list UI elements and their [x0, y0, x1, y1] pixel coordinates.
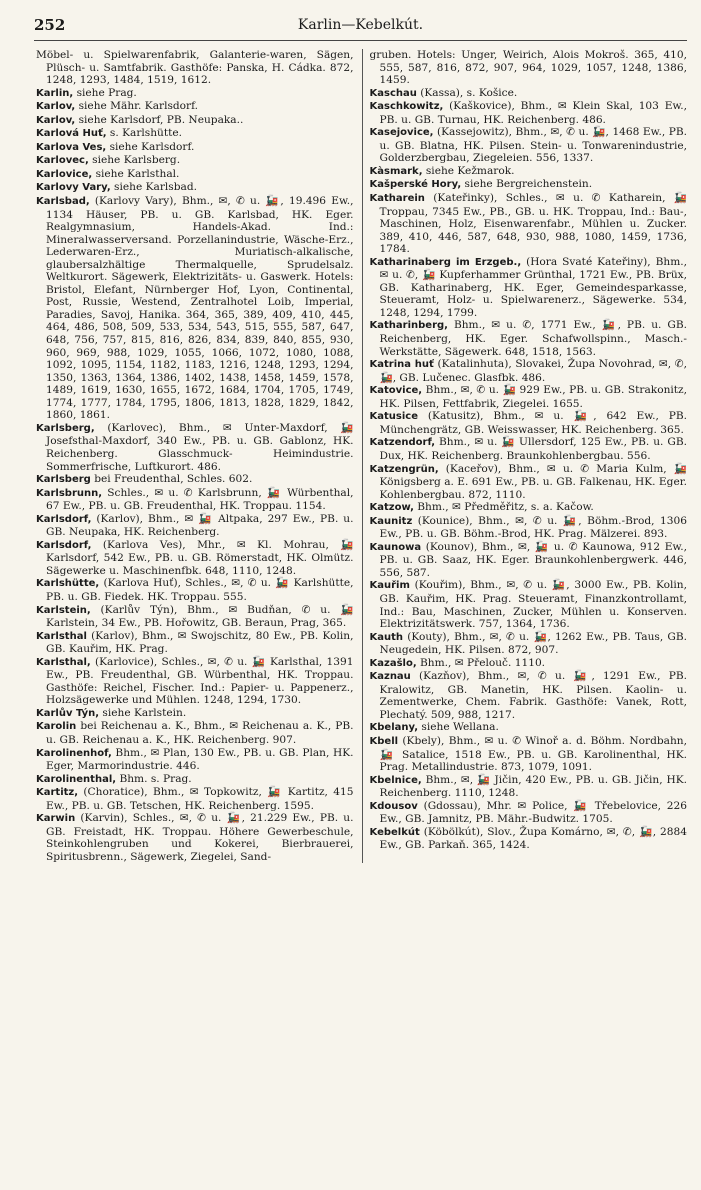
entry-text: Bhm. s. Prag.: [119, 772, 192, 785]
entry-text: (Gdossau), Mhr. ✉ Police, 🚂 Třebelovice, 226 Ew., GB. Jamnitz, PB. Mähr.-Budwitz. 1705.: [379, 799, 688, 826]
directory-entry: [36, 656, 354, 707]
columns: [36, 49, 687, 863]
entry-text: (Kateřinky), Schles., ✉ u. ✆ Katharein, 🚂 Troppau, 7345 Ew., PB., GB. u. HK. Troppau, Ind.: Bau-, Maschinen, Holz, Eisenwarenfabr., Mühlen u. Zucker. 389, 410, 446, 587, 648, 930, 988, 1080, 1459, 1736, 1784.: [379, 192, 687, 256]
entry-text: siehe Karlstein.: [102, 706, 187, 719]
entry-place-name: Kaschau: [369, 87, 417, 99]
directory-entry: [370, 721, 688, 735]
entry-text: Bhm., ✉, 🚂 Jičin, 420 Ew., PB. u. GB. Jičin, HK. Reichenberg. 1110, 1248.: [379, 773, 687, 800]
entry-text: (Karlův Týn), Bhm., ✉ Budňan, ✆ u. 🚂 Karlstein, 34 Ew., PB. Hořowitz, GB. Beraun, Prag, 365.: [46, 603, 354, 630]
entry-place-name: Karlshütte,: [36, 578, 100, 590]
directory-entry: [370, 49, 688, 87]
entry-text: (Kazňov), Bhm., ✉, ✆ u. 🚂, 1291 Ew., PB. Kralowitz, GB. Manetin, HK. Pilsen. Kaolin- u. Zementwerke, Chem. Fabrik. Gasthöfe: Vanek, Rott, Plechatý. 509, 988, 1217.: [379, 670, 687, 721]
directory-entry: [370, 631, 688, 657]
directory-entry: [370, 256, 688, 320]
directory-entry: [370, 178, 688, 192]
entry-place-name: Karolinenthal,: [36, 773, 117, 785]
directory-entry: [36, 181, 354, 195]
entry-place-name: Karlovy Vary,: [36, 182, 111, 194]
directory-entry: [36, 100, 354, 114]
entry-text: Bhm., ✉ Předměřitz, s. a. Kačow.: [417, 501, 594, 514]
entry-place-name: Karwin: [36, 813, 76, 825]
entry-text: siehe Karlsdorf.: [109, 140, 195, 153]
directory-entry: [36, 604, 354, 630]
directory-entry: [370, 410, 688, 436]
entry-place-name: Karlov,: [36, 101, 76, 113]
directory-entry: [370, 735, 688, 774]
entry-place-name: Kaschkowitz,: [369, 101, 444, 113]
entry-text: Möbel- u. Spielwarenfabrik, Galanterie-waren, Sägen, Plüsch- u. Samtfabrik. Gasthöfe: Panska, H. Cádka. 872, 1248, 1293, 1484, 1519, 1612.: [36, 49, 354, 87]
entry-place-name: Kazašlo,: [369, 657, 417, 669]
directory-entry: [36, 812, 354, 863]
directory-entry: [370, 579, 688, 630]
entry-place-name: Karlov,: [36, 114, 76, 126]
entry-text: (Karlova Huť), Schles., ✉, ✆ u. 🚂 Karlshütte, PB. u. GB. Fiedek. HK. Troppau. 555.: [46, 577, 354, 603]
directory-entry: [370, 126, 688, 165]
entry-text: Bhm., ✉, ✆ u. 🚂 929 Ew., PB. u. GB. Strakonitz, HK. Pilsen, Fettfabrik, Ziegelei. 1655.: [379, 384, 687, 410]
directory-entry: [370, 657, 688, 671]
entry-place-name: Katrina huť: [369, 359, 434, 371]
entry-place-name: Kauřim: [369, 580, 410, 592]
entry-text: (Karlova Ves), Mhr., ✉ Kl. Mohrau, 🚂 Karlsdorf, 542 Ew., PB. u. GB. Römerstadt, HK. Olmütz. Sägewerke u. Maschinenfbk. 648, 1110, 1248.: [46, 538, 354, 577]
entry-place-name: Karlstein,: [36, 604, 91, 616]
directory-entry: [370, 800, 688, 826]
directory-entry: [36, 577, 354, 603]
entry-place-name: Karlsbad,: [36, 196, 90, 208]
entry-text: siehe Bergreichenstein.: [464, 178, 593, 191]
directory-entry: [370, 165, 688, 179]
directory-entry: [370, 192, 688, 256]
entry-place-name: Karlin,: [36, 87, 74, 99]
entry-place-name: Katharinberg,: [369, 320, 448, 332]
entry-place-name: Karolinenhof,: [36, 747, 112, 759]
entry-text: (Kassejowitz), Bhm., ✉, ✆ u. 🚂, 1468 Ew., PB. u. GB. Blatna, HK. Pilsen. Stein- u. Tonwarenindustrie, Golderzbergbau, Ziegeleien. 556, 1337.: [379, 126, 687, 165]
entry-place-name: Kasejovice,: [369, 127, 434, 139]
entry-text: Bhm., ✉ Přelouč. 1110.: [420, 656, 546, 669]
entry-text: (Kouřim), Bhm., ✉, ✆ u. 🚂, 3000 Ew., PB. Kolin, GB. Kauřim, HK. Prag. Steueramt, Finanzkontrollamt, Ind.: Bau, Maschinen, Zucker, Mühlen u. Konserven. Elektrizitätswerk. 757, 1364, 1736.: [379, 579, 687, 631]
entry-text: (Kassa), s. Košice.: [420, 86, 518, 99]
entry-text: bei Freudenthal, Schles. 602.: [94, 473, 253, 486]
entry-text: siehe Mähr. Karlsdorf.: [78, 100, 199, 113]
entry-place-name: Karlsbrunn,: [36, 487, 103, 499]
entry-place-name: Karlsdorf,: [36, 539, 92, 551]
directory-entry: [36, 49, 354, 87]
entry-place-name: Kartitz,: [36, 787, 79, 799]
entry-text: (Kouty), Bhm., ✉, ✆ u. 🚂, 1262 Ew., PB. Taus, GB. Neugedein, HK. Pilsen. 872, 907.: [379, 630, 687, 657]
entry-text: (Kaceřov), Bhm., ✉ u. ✆ Maria Kulm, 🚂 Königsberg a. E. 691 Ew., PB. u. GB. Falkenau, HK. Eger. Kohlenbergbau. 872, 1110.: [379, 462, 687, 501]
entry-text: s. Karlshütte.: [109, 127, 183, 140]
entry-place-name: Kaunitz: [369, 515, 413, 527]
entry-place-name: Katzendorf,: [369, 437, 436, 449]
entry-place-name: Karlsberg,: [36, 422, 95, 434]
entry-text: (Katusitz), Bhm., ✉ u. 🚂, 642 Ew., PB. Münchengrätz, GB. Weisswasser, HK. Reichenberg. 365.: [379, 410, 687, 436]
entry-place-name: Kaunowa: [369, 541, 422, 553]
entry-text: Bhm., ✉ Plan, 130 Ew., PB. u. GB. Plan, HK. Eger, Marmorindustrie. 446.: [46, 746, 354, 773]
entry-text: (Karlovice), Schles., ✉, ✆ u. 🚂 Karlsthal, 1391 Ew., PB. Freudenthal, GB. Würbenthal, HK. Troppau. Gasthöfe: Reichel, Fischer. Ind.: Papier- u. Pappenerz., Holzsägewerke und Mühlen. 1248, 1294, 1730.: [46, 655, 354, 707]
directory-entry: [370, 774, 688, 800]
directory-entry: [370, 463, 688, 502]
page-header: [34, 14, 687, 41]
running-title: Karlin—Kebelkút.: [297, 17, 424, 33]
entry-place-name: Kàsmark,: [369, 165, 423, 177]
directory-entry: [36, 87, 354, 101]
directory-entry: [36, 487, 354, 513]
entry-text: (Kounice), Bhm., ✉, ✆ u. 🚂, Böhm.-Brod, 1306 Ew., PB. u. GB. Böhm.-Brod, HK. Prag. Mälzerei. 893.: [379, 514, 687, 541]
entry-place-name: Kdousov: [369, 800, 418, 812]
entry-text: gruben. Hotels: Unger, Weirich, Alois Mokroš. 365, 410, 555, 587, 816, 872, 907, 964, 1029, 1057, 1248, 1386, 1459.: [369, 49, 687, 87]
directory-entry: [370, 87, 688, 101]
directory-entry: [36, 513, 354, 539]
directory-entry: [36, 707, 354, 721]
entry-text: (Karlov), Bhm., ✉ Swojschitz, 80 Ew., PB. Kolin, GB. Kauřim, HK. Prag.: [46, 629, 354, 656]
entry-text: siehe Karlsthal.: [95, 167, 180, 180]
directory-entry: [36, 141, 354, 155]
entry-text: Bhm., ✉ u. ✆, 1771 Ew., 🚂, PB. u. GB. Reichenberg, HK. Eger. Schafwollspinn., Masch.-Werkstätte, Sägewerk. 648, 1518, 1563.: [379, 319, 687, 358]
entry-text: (Karlovy Vary), Bhm., ✉, ✆ u. 🚂, 19.496 Ew., 1134 Häuser, PB. u. GB. Karlsbad, HK. Eger. Realgymnasium, Handels-Akad. Ind.: Mineralwasserversand. Porzellanindustrie, Wäsche-Erz., Lederwaren-Erz., Muriatisch-alkalische, glaubersalzhältige Thermalquelle, Sprudelsalz. Weltkurort. Sägewerk, Elektrizitäts- u. Gaswerk. Hotels: Bristol, Elefant, Nürnberger Hof, Lyon, Continental, Post, Russie, Westend, Zentralhotel Loib, Imperial, Paradies, Savoj, Hanika. 364, 365, 389, 409, 410, 445, 464, 486, 508, 509, 533, 534, 543, 515, 555, 587, 647, 648, 756, 757, 815, 816, 826, 834, 839, 840, 855, 930, 960, 969, 988, 1029, 1055, 1066, 1072, 1080, 1088, 1092, 1095, 1154, 1182, 1183, 1216, 1248, 1293, 1294, 1350, 1363, 1364, 1386, 1402, 1438, 1458, 1459, 1578, 1489, 1619, 1630, 1655, 1672, 1684, 1704, 1705, 1749, 1774, 1777, 1784, 1795, 1806, 1813, 1828, 1829, 1842, 1860, 1861.: [46, 195, 354, 422]
entry-text: (Köbölkút), Slov., Župa Komárno, ✉, ✆, 🚂, 2884 Ew., GB. Parkaň. 365, 1424.: [379, 825, 687, 852]
directory-entry: [36, 539, 354, 578]
entry-place-name: Karlsdorf,: [36, 513, 92, 525]
entry-text: Bhm., ✉ u. 🚂 Ullersdorf, 125 Ew., PB. u. GB. Dux, HK. Reichenberg. Braunkohlenbergbau. 556.: [379, 436, 687, 462]
directory-entry: [370, 515, 688, 541]
entry-text: (Karlov), Bhm., ✉ 🚂 Altpaka, 297 Ew., PB. u. GB. Neupaka, HK. Reichenberg.: [46, 512, 354, 539]
entry-place-name: Karlsthal,: [36, 656, 91, 668]
directory-entry: [36, 630, 354, 656]
entry-place-name: Kbell: [369, 735, 399, 747]
entry-text: siehe Karlsdorf, PB. Neupaka..: [78, 113, 244, 126]
directory-entry: [370, 501, 688, 515]
entry-text: (Hora Svaté Kateřiny), Bhm., ✉ u. ✆, 🚂 Kupferhammer Grünthal, 1721 Ew., PB. Brüx, GB. Katharinaberg, HK. Eger, Gemeindesparkasse, Steueramt, Holz- u. Spielwarenerz., Sägewerke. 534, 1248, 1294, 1799.: [379, 255, 687, 319]
entry-place-name: Karlova Ves,: [36, 141, 107, 153]
directory-entry: [36, 720, 354, 746]
entry-text: (Kbely), Bhm., ✉ u. ✆ Winoř a. d. Böhm. Nordbahn, 🚂 Satalice, 1518 Ew., PB. u. GB. Karolinenthal, HK. Prag. Metallindustrie. 873, 1079, 1091.: [379, 734, 687, 774]
entry-place-name: Katharein: [369, 193, 425, 205]
entry-place-name: Karlův Týn,: [36, 707, 100, 719]
entry-place-name: Katzengrün,: [369, 463, 439, 475]
entry-text: bei Reichenau a. K., Bhm., ✉ Reichenau a. K., PB. u. GB. Reichenau a. K., HK. Reichenberg. 907.: [46, 720, 354, 746]
directory-entry: [36, 127, 354, 141]
directory-entry: [36, 114, 354, 128]
directory-entry: [36, 773, 354, 787]
right-column: [362, 49, 688, 863]
entry-place-name: Kbelany,: [369, 722, 419, 734]
directory-entry: [370, 670, 688, 721]
entry-text: (Kounov), Bhm., ✉, 🚂 u. ✆ Kaunowa, 912 Ew., PB. u. GB. Saaz, HK. Eger. Braunkohlenbergwerk. 446, 556, 587.: [379, 540, 687, 579]
entry-text: siehe Wellana.: [421, 721, 499, 734]
entry-text: siehe Kežmarok.: [425, 164, 515, 177]
entry-place-name: Katovice,: [369, 385, 423, 397]
directory-entry: [36, 473, 354, 487]
directory-entry: [36, 154, 354, 168]
directory-entry: [36, 422, 354, 473]
entry-place-name: Katharinaberg im Erzgeb.,: [369, 256, 522, 268]
directory-entry: [370, 384, 688, 410]
entry-place-name: Karlovec,: [36, 155, 89, 167]
entry-place-name: Karolin: [36, 721, 77, 733]
entry-place-name: Karlovice,: [36, 168, 93, 180]
entry-place-name: Karlsthal: [36, 630, 87, 642]
directory-entry: [370, 541, 688, 580]
entry-place-name: Katzow,: [369, 502, 414, 514]
directory-entry: [370, 358, 688, 384]
directory-entry: [36, 747, 354, 773]
directory-entry: [370, 826, 688, 852]
entry-text: (Karlovec), Bhm., ✉ Unter-Maxdorf, 🚂 Josefsthal-Maxdorf, 340 Ew., PB. u. GB. Gablonz, HK. Reichenberg. Glasschmuck- Heimindustrie. Sommerfrische, Luftkurort. 486.: [46, 421, 354, 473]
left-column: [36, 49, 354, 863]
entry-place-name: Karlová Huť,: [36, 128, 107, 140]
entry-text: (Katalinhuta), Slovakei, Župa Novohrad, ✉, ✆, 🚂, GB. Lučenec. Glasfbk. 486.: [379, 358, 687, 384]
entry-place-name: Kauth: [369, 631, 404, 643]
entry-text: siehe Prag.: [76, 86, 137, 99]
directory-entry: [36, 168, 354, 182]
entry-place-name: Katusice: [369, 411, 418, 423]
entry-text: (Karvin), Schles., ✉, ✆ u. 🚂, 21.229 Ew., PB. u. GB. Freistadt, HK. Troppau. Höhere Gewerbeschule, Steinkohlengruben und Kokerei, Bierbrauerei, Spiritusbrenn., Sägewerk, Ziegelei, Sand-: [46, 812, 354, 863]
directory-entry: [370, 436, 688, 462]
page-number: 252: [34, 16, 66, 34]
directory-entry: [36, 195, 354, 422]
entry-text: siehe Karlsbad.: [114, 181, 197, 194]
directory-entry: [36, 786, 354, 812]
entry-place-name: Kašperské Hory,: [369, 179, 462, 191]
entry-place-name: Kbelnice,: [369, 774, 422, 786]
entry-place-name: Kebelkút: [369, 826, 420, 838]
entry-text: siehe Karlsberg.: [92, 154, 181, 167]
entry-place-name: Karlsberg: [36, 474, 91, 486]
entry-text: Schles., ✉ u. ✆ Karlsbrunn, 🚂 Würbenthal, 67 Ew., PB. u. GB. Freudenthal, HK. Troppau. 1154.: [46, 486, 354, 513]
entry-place-name: Kaznau: [369, 671, 411, 683]
directory-entry: [370, 100, 688, 126]
entry-text: (Choratice), Bhm., ✉ Topkowitz, 🚂 Kartitz, 415 Ew., PB. u. GB. Tetschen, HK. Reichenberg. 1595.: [46, 786, 354, 812]
directory-entry: [370, 319, 688, 358]
entry-text: (Kaškovice), Bhm., ✉ Klein Skal, 103 Ew., PB. u. GB. Turnau, HK. Reichenberg. 486.: [379, 100, 688, 126]
